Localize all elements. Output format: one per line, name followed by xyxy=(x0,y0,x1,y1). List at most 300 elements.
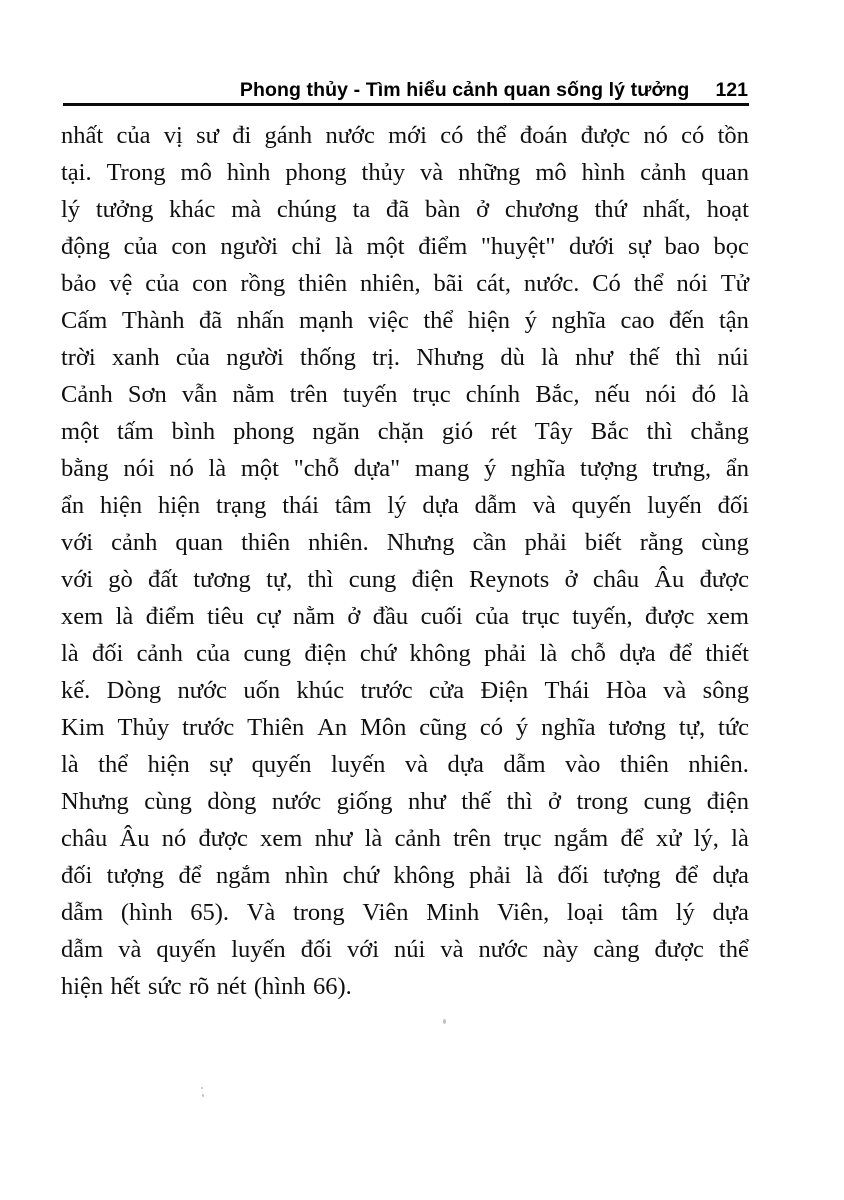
text-word: thể xyxy=(476,122,507,149)
text-word: một xyxy=(366,233,405,260)
text-word: dù xyxy=(500,344,525,371)
text-word: người xyxy=(226,344,284,371)
text-line xyxy=(61,154,749,191)
text-word: của xyxy=(145,270,180,297)
text-word: tồn xyxy=(717,122,749,149)
text-word: trục xyxy=(503,825,542,852)
text-word: rét xyxy=(491,418,517,445)
text-word: cảnh xyxy=(640,159,687,186)
text-word: để xyxy=(668,640,693,667)
text-word: ta xyxy=(352,196,371,223)
text-word: trạng xyxy=(216,492,267,519)
text-word: để xyxy=(178,862,202,889)
text-word: 66). xyxy=(312,973,352,1000)
text-word: mô xyxy=(535,159,567,186)
text-word: sư xyxy=(196,122,219,149)
text-word: Và xyxy=(246,899,276,926)
text-word: đã xyxy=(386,196,410,223)
text-word: Cảnh xyxy=(61,381,113,408)
text-word: đất xyxy=(148,566,178,593)
text-word: Viên, xyxy=(496,899,550,926)
text-word: là xyxy=(539,640,558,667)
text-word: đối xyxy=(91,640,124,667)
text-word: ở xyxy=(564,566,578,593)
text-word: trưng, xyxy=(652,455,712,482)
text-word: uốn xyxy=(243,677,281,704)
text-word: thủy xyxy=(361,159,406,186)
scan-speckle xyxy=(201,1087,203,1089)
text-word: trục xyxy=(521,603,560,630)
text-word: xử xyxy=(655,825,682,852)
text-word: trục xyxy=(412,381,451,408)
text-word: như xyxy=(314,825,353,852)
text-word: và xyxy=(118,936,142,963)
text-word: vẫn xyxy=(181,381,218,408)
text-line xyxy=(61,376,749,413)
text-word: ngắm xyxy=(553,825,609,852)
text-word: Tử xyxy=(720,270,749,297)
text-word: tức xyxy=(718,714,749,741)
page-number: 121 xyxy=(715,78,748,101)
text-word: đối xyxy=(300,936,332,963)
text-word: Nhưng xyxy=(416,344,485,371)
text-word: An xyxy=(317,714,348,741)
text-word: cùng xyxy=(144,788,192,815)
text-word: nhiên. xyxy=(308,529,369,556)
text-word: bình xyxy=(171,418,216,445)
text-word: dẫm xyxy=(474,492,517,519)
text-word: tự, xyxy=(678,714,706,741)
text-word: với xyxy=(61,566,94,593)
text-word: đối xyxy=(557,862,589,889)
text-word: châu xyxy=(61,825,108,852)
text-word: trị. xyxy=(372,344,401,371)
text-word: Thiên xyxy=(247,714,305,741)
text-word: đó xyxy=(691,381,717,408)
text-word: điểm xyxy=(145,603,195,630)
text-word: gánh xyxy=(264,122,313,149)
text-word: bao xyxy=(664,233,700,260)
text-line xyxy=(61,191,749,228)
text-word: thế xyxy=(629,344,660,371)
text-word: động xyxy=(61,233,110,260)
text-word: một xyxy=(61,418,100,445)
text-word: của xyxy=(475,603,510,630)
text-word: cung xyxy=(348,566,397,593)
text-word: với xyxy=(61,529,94,556)
text-word: Viên xyxy=(362,899,409,926)
text-word: con xyxy=(171,233,207,260)
text-word: đối xyxy=(717,492,749,519)
text-word: phải xyxy=(484,640,527,667)
text-word: tiêu xyxy=(207,603,244,630)
text-word: dẫm xyxy=(503,751,546,778)
text-word: ngăn xyxy=(312,418,360,445)
text-word: thể xyxy=(423,307,454,334)
text-word: Thành xyxy=(121,307,185,334)
text-word: dựa xyxy=(712,862,749,889)
text-word: nước. xyxy=(523,270,580,297)
text-word: cảnh xyxy=(136,640,183,667)
text-word: nó xyxy=(161,825,187,852)
text-word: được xyxy=(645,603,695,630)
text-word: để xyxy=(620,825,644,852)
text-word: điện xyxy=(304,640,347,667)
text-line xyxy=(61,783,749,820)
text-word: cung xyxy=(243,640,292,667)
text-word: thì xyxy=(646,418,673,445)
text-word: hiện xyxy=(158,492,201,519)
text-word: nằm xyxy=(232,381,275,408)
text-word: cự xyxy=(256,603,281,630)
text-word: Nhưng xyxy=(386,529,455,556)
text-word: là xyxy=(61,751,79,778)
text-word: ý xyxy=(515,714,529,741)
text-word: Âu xyxy=(654,566,685,593)
text-word: và xyxy=(404,751,428,778)
text-word: dựa xyxy=(447,751,484,778)
text-word: tận xyxy=(719,307,749,334)
text-word: thế xyxy=(461,788,492,815)
text-word: của xyxy=(196,640,231,667)
header-divider-rule xyxy=(63,103,749,106)
text-word: loại xyxy=(566,899,604,926)
text-word: 65). xyxy=(190,899,230,926)
text-word: thể xyxy=(718,936,749,963)
text-word: mô xyxy=(180,159,212,186)
text-word: mà xyxy=(231,196,262,223)
text-word: thì xyxy=(307,566,334,593)
text-line xyxy=(61,413,749,450)
text-word: chương xyxy=(504,196,579,223)
text-word: được xyxy=(580,122,631,149)
text-word: lý, xyxy=(693,825,719,852)
text-line xyxy=(61,339,749,376)
text-word: cửa xyxy=(429,677,465,704)
text-word: một xyxy=(240,455,279,482)
text-word: cung xyxy=(643,788,692,815)
text-word: những xyxy=(458,159,521,186)
text-word: biết xyxy=(584,529,622,556)
text-word: vệ xyxy=(109,270,133,297)
text-word: quyến xyxy=(571,492,632,519)
text-word: với xyxy=(347,936,380,963)
text-word: cuối xyxy=(420,603,463,630)
text-word: được xyxy=(654,936,704,963)
text-word: ngắm xyxy=(215,862,271,889)
text-word: gió xyxy=(441,418,474,445)
text-word: phải xyxy=(524,529,567,556)
text-word: gò xyxy=(108,566,133,593)
text-word: chỉ xyxy=(291,233,322,260)
text-line xyxy=(61,561,749,598)
text-word: trên xyxy=(289,381,328,408)
text-word: Cấm xyxy=(61,307,108,334)
text-word: tương xyxy=(193,566,251,593)
text-word: nó xyxy=(643,122,668,149)
text-word: Reynots xyxy=(469,566,550,593)
text-word: quan xyxy=(175,529,224,556)
text-word: sự xyxy=(209,751,233,778)
text-word: nói xyxy=(123,455,155,482)
text-word: núi xyxy=(717,344,749,371)
text-line xyxy=(61,302,749,339)
text-word: mạnh xyxy=(298,307,354,334)
text-word: chỗ xyxy=(570,640,606,667)
text-word: (hình xyxy=(253,973,306,1000)
text-word: bọc xyxy=(713,233,749,260)
text-line xyxy=(61,487,749,524)
text-word: được xyxy=(699,566,749,593)
text-word: hoạt xyxy=(706,196,749,223)
text-word: con xyxy=(192,270,228,297)
text-word: luyến xyxy=(647,492,702,519)
text-word: ở xyxy=(347,603,361,630)
text-word: cao xyxy=(620,307,655,334)
text-word: có xyxy=(440,122,464,149)
text-word: là xyxy=(61,640,79,667)
text-word: quan xyxy=(701,159,749,186)
text-word: sức xyxy=(147,973,182,1000)
text-word: luyến xyxy=(231,936,286,963)
text-word: ẩn xyxy=(725,455,749,482)
text-word: nói xyxy=(676,270,708,297)
text-word: phong xyxy=(285,159,347,186)
text-word: điểm xyxy=(418,233,468,260)
text-line xyxy=(61,598,749,635)
text-line xyxy=(61,894,749,931)
text-word: đầu xyxy=(372,603,409,630)
text-word: đến xyxy=(669,307,705,334)
text-word: hiện xyxy=(99,492,143,519)
text-word: bãi xyxy=(433,270,464,297)
text-word: Môn xyxy=(360,714,407,741)
text-word: và xyxy=(420,159,444,186)
text-word: nó xyxy=(169,455,194,482)
text-word: (hình xyxy=(120,899,173,926)
text-word: lý xyxy=(61,196,81,223)
text-line xyxy=(61,450,749,487)
text-word: quyến xyxy=(251,751,312,778)
text-word: trước xyxy=(182,714,235,741)
text-word: hiện xyxy=(147,751,190,778)
text-word: "chỗ xyxy=(293,455,340,482)
text-word: thể xyxy=(98,751,129,778)
text-line xyxy=(61,931,749,968)
text-word: là xyxy=(335,233,353,260)
text-word: và xyxy=(532,492,556,519)
text-word: nhìn xyxy=(284,862,329,889)
text-word: và xyxy=(440,936,464,963)
text-word: trong xyxy=(292,899,345,926)
text-word: lý xyxy=(387,492,407,519)
text-word: là xyxy=(115,603,134,630)
text-word: lý xyxy=(675,899,695,926)
text-word: Điện xyxy=(480,677,529,704)
text-word: Thái xyxy=(544,677,590,704)
text-word: xanh xyxy=(112,344,160,371)
text-word: nghĩa xyxy=(510,455,566,482)
text-line xyxy=(61,228,749,265)
text-word: chứ xyxy=(342,862,380,889)
text-word: tương xyxy=(608,714,666,741)
text-word: hình xyxy=(226,159,271,186)
text-word: là xyxy=(364,825,383,852)
text-word: "huyệt" xyxy=(480,233,556,260)
text-word: dẫm xyxy=(61,899,104,926)
text-word: tượng xyxy=(603,862,661,889)
text-word: nếu xyxy=(594,381,631,408)
text-line xyxy=(61,265,749,302)
text-word: Minh xyxy=(426,899,480,926)
text-word: thiết xyxy=(705,640,749,667)
text-word: càng xyxy=(593,936,640,963)
text-word: đối xyxy=(61,862,93,889)
text-word: thì xyxy=(675,344,702,371)
text-word: Kim xyxy=(61,714,105,741)
text-word: của xyxy=(116,122,151,149)
text-word: chính xyxy=(465,381,521,408)
text-word: ý xyxy=(483,455,497,482)
text-word: là xyxy=(208,455,227,482)
text-word: vị xyxy=(163,122,183,149)
text-word: châu xyxy=(592,566,640,593)
text-word: cảnh xyxy=(111,529,158,556)
text-word: nhất, xyxy=(642,196,691,223)
text-word: nước xyxy=(177,677,227,704)
text-word: chẳng xyxy=(690,418,749,445)
text-word: luyến xyxy=(330,751,386,778)
text-word: ở xyxy=(476,196,490,223)
text-word: có xyxy=(681,122,705,149)
text-word: bảo xyxy=(61,270,97,297)
text-word: như xyxy=(575,344,613,371)
text-word: dựa xyxy=(712,899,749,926)
text-line xyxy=(61,746,749,783)
text-word: là xyxy=(731,825,749,852)
text-word: được xyxy=(198,825,248,852)
text-word: rằng xyxy=(639,529,684,556)
text-word: nhiên, xyxy=(360,270,421,297)
text-word: tượng xyxy=(106,862,165,889)
text-word: nước xyxy=(325,122,375,149)
text-word: kế. xyxy=(61,677,91,704)
text-word: tại. xyxy=(61,159,92,186)
text-word: nước xyxy=(478,936,528,963)
text-word: mới xyxy=(388,122,427,149)
text-word: không xyxy=(393,862,455,889)
text-word: Âu xyxy=(119,825,150,852)
text-word: khúc xyxy=(296,677,345,704)
text-word: núi xyxy=(394,936,426,963)
text-word: Dòng xyxy=(106,677,162,704)
text-word: chứ xyxy=(359,640,397,667)
text-word: này xyxy=(542,936,579,963)
text-word: nhiên. xyxy=(688,751,749,778)
text-word: Thủy xyxy=(117,714,170,741)
text-line xyxy=(61,968,749,1005)
text-word: hiện xyxy=(61,973,104,1000)
header-title: Phong thủy - Tìm hiểu cảnh quan sống lý tưởng xyxy=(239,78,690,101)
text-word: sự xyxy=(627,233,651,260)
text-word: tâm xyxy=(621,899,659,926)
body-text-block xyxy=(61,117,749,1005)
text-word: đã xyxy=(199,307,223,334)
text-word: khác xyxy=(169,196,216,223)
text-word: và xyxy=(663,677,687,704)
text-word: trên xyxy=(453,825,492,852)
text-word: điện xyxy=(706,788,749,815)
text-word: sông xyxy=(702,677,749,704)
text-line xyxy=(61,709,749,746)
text-word: có xyxy=(479,714,503,741)
text-word: cần xyxy=(472,529,507,556)
text-word: trong xyxy=(576,788,629,815)
text-word: dựa" xyxy=(353,455,401,482)
text-word: đoán xyxy=(519,122,568,149)
text-word: tuyến xyxy=(342,381,398,408)
text-word: nhất xyxy=(61,122,104,149)
text-line xyxy=(61,117,749,154)
text-word: của xyxy=(175,344,210,371)
text-word: Tây xyxy=(534,418,573,445)
text-word: vào xyxy=(565,751,601,778)
text-word: tưởng xyxy=(95,196,154,223)
text-word: là xyxy=(525,862,544,889)
text-word: tuyến, xyxy=(572,603,633,630)
text-word: việc xyxy=(367,307,409,334)
text-word: ở xyxy=(548,788,561,815)
text-word: quyến xyxy=(156,936,217,963)
text-line xyxy=(61,857,749,894)
text-word: dựa xyxy=(422,492,459,519)
text-word: cát, xyxy=(476,270,511,297)
text-word: xem xyxy=(706,603,749,630)
text-word: dựa xyxy=(619,640,656,667)
text-word: nằm xyxy=(292,603,335,630)
text-word: hình xyxy=(581,159,626,186)
text-word: nói xyxy=(645,381,677,408)
text-word: cùng xyxy=(701,529,749,556)
text-word: xem xyxy=(61,603,104,630)
text-word: không xyxy=(409,640,471,667)
text-word: đi xyxy=(232,122,252,149)
text-word: dòng xyxy=(207,788,257,815)
text-word: Trong xyxy=(106,159,166,186)
text-word: ẩn xyxy=(61,492,85,519)
text-word: tấm xyxy=(117,418,154,445)
text-line xyxy=(61,672,749,709)
text-word: giống xyxy=(336,788,393,815)
text-word: chúng xyxy=(276,196,337,223)
text-word: dẫm xyxy=(61,936,104,963)
text-word: rõ xyxy=(188,973,210,1000)
text-word: trước xyxy=(360,677,413,704)
text-word: Bắc, xyxy=(535,381,580,408)
text-line xyxy=(61,820,749,857)
text-word: điện xyxy=(411,566,454,593)
text-word: người xyxy=(220,233,278,260)
text-word: Bắc xyxy=(590,418,629,445)
text-line xyxy=(61,635,749,672)
scan-speckle xyxy=(443,1019,446,1024)
text-word: để xyxy=(674,862,699,889)
text-word: thiên xyxy=(298,270,348,297)
text-word: thứ xyxy=(594,196,627,223)
scan-speckle xyxy=(202,1094,204,1097)
text-word: dưới xyxy=(569,233,615,260)
text-word: nghĩa xyxy=(551,307,606,334)
